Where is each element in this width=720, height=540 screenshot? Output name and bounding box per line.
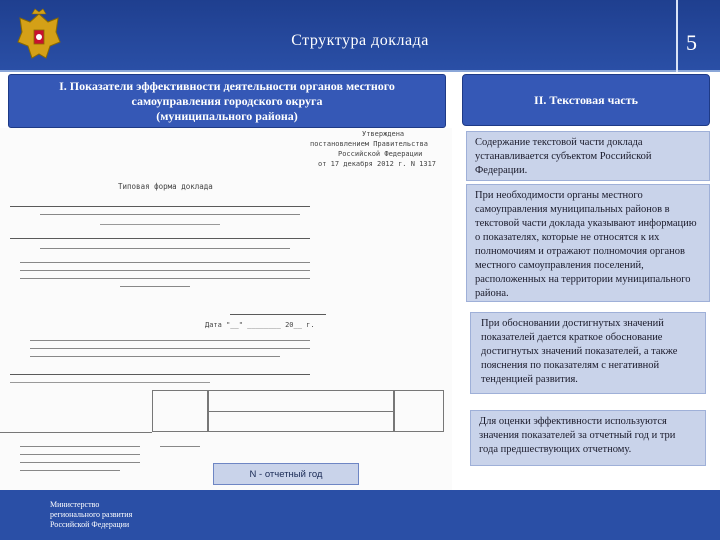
approved-line1: Утверждена — [362, 130, 405, 138]
date-label: Дата "__" ________ 20__ г. — [205, 321, 315, 329]
page-title: Структура доклада — [291, 32, 429, 49]
section-one-title — [8, 74, 446, 128]
ministry-label: Министерство регионального развития Российской Федерации — [50, 500, 133, 529]
text-content-box: Содержание текстовой части доклада устанавливается субъектом Российской Федерации. — [466, 131, 710, 181]
header-bar — [0, 0, 720, 72]
section-one-title-line3: (муниципального района) — [156, 109, 298, 123]
justification-box: При обосновании достигнутых значений показателей дается краткое обоснование достигнутых значений показателей, а также пояснения по показателям с негативной тенденцией развития. — [470, 312, 706, 394]
slide-number: 5 — [686, 30, 697, 55]
section-one-title-line2: самоуправления городского округа — [131, 94, 323, 108]
report-year-label: N - отчетный год — [213, 463, 359, 485]
municipal-info-box: При необходимости органы местного самоуправления муниципальных районов в текстовой части доклада указывают информацию о показателях, которые не относятся к их полномочиям и отражают полномочия органов местного самоуправления поселений, расположенных на территории муниципального района. — [466, 184, 710, 302]
section-two-title: II. Текстовая часть — [462, 74, 710, 126]
approved-line2: постановлением Правительства — [310, 140, 429, 148]
section-one-title-line1: I. Показатели эффективности деятельности органов местного — [59, 79, 395, 93]
report-form-document — [0, 128, 452, 490]
approved-line4: от 17 декабря 2012 г. N 1317 — [318, 160, 437, 168]
approved-line3: Российской Федерации — [338, 150, 423, 158]
form-label: Типовая форма доклада — [118, 182, 213, 191]
header-divider — [676, 0, 678, 72]
evaluation-box: Для оценки эффективности используются значения показателей за отчетный год и три года предшествующих отчетному. — [470, 410, 706, 466]
